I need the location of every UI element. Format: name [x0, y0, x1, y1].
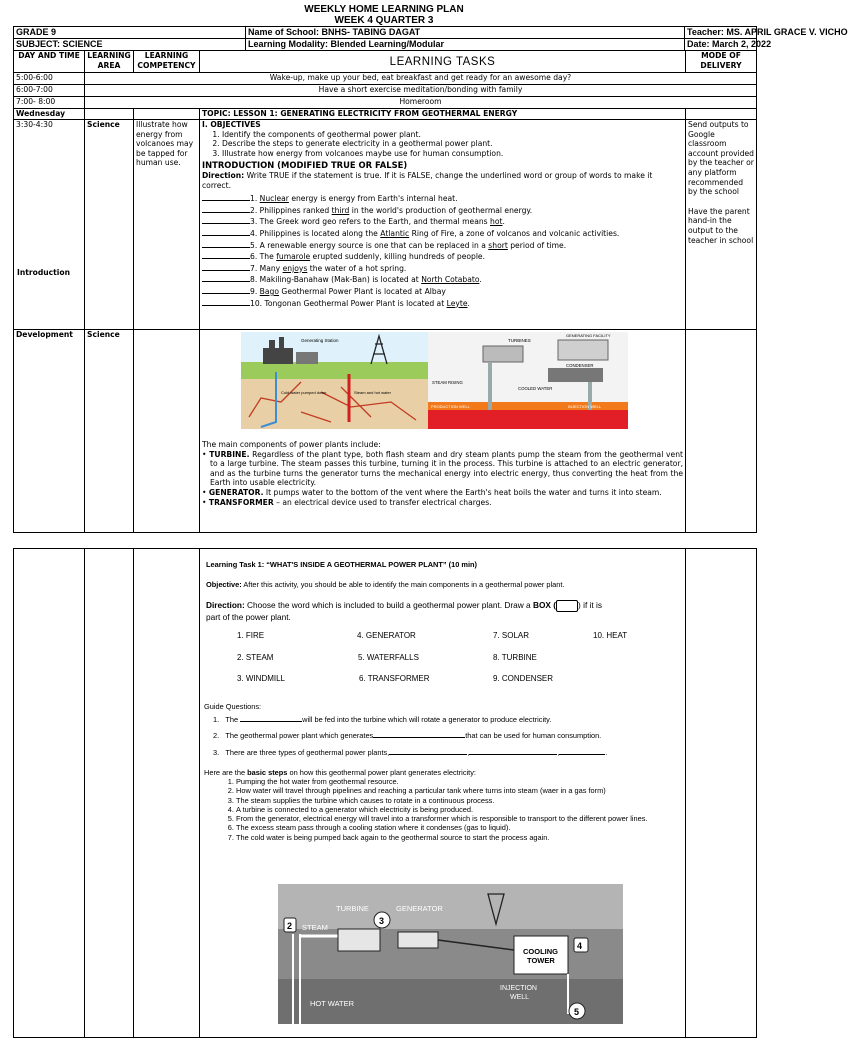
step-item: 6. The excess steam pass through a cooling station where it condenses (gas to liquid).: [236, 823, 698, 832]
diagram-generator-label: GENERATOR: [396, 904, 443, 913]
true-false-item: 6. The fumarole erupted suddenly, killing hundreds of people.: [202, 250, 683, 262]
modality-cell: Learning Modality: Blended Learning/Modular: [246, 39, 685, 51]
intro-time-cell: [14, 120, 85, 330]
item-number: 1.: [250, 194, 258, 204]
day-label: Wednesday: [14, 109, 85, 120]
answer-blank[interactable]: [202, 215, 250, 224]
diagram-steam-label: Steam and hot water: [354, 390, 391, 395]
answer-blank[interactable]: [202, 250, 250, 259]
diagram-condenser-label: CONDENSER: [566, 363, 594, 368]
learning-plan-table: [13, 26, 848, 51]
task-direction: [206, 600, 666, 623]
answer-blank[interactable]: [202, 192, 250, 201]
answer-blank[interactable]: [202, 227, 250, 236]
schedule-task: Homeroom: [85, 97, 757, 109]
item-number: 5.: [250, 240, 258, 250]
intro-mode: [686, 120, 757, 330]
geothermal-plant-diagram: [428, 332, 628, 429]
objectives-title: I. OBJECTIVES: [202, 120, 261, 129]
box-end: ) if it is: [578, 600, 603, 611]
step-item: 3. The steam supplies the turbine which causes to rotate in a continuous process.: [236, 796, 698, 805]
schedule-time: 6:00-7:00: [14, 85, 85, 97]
schedule-task: Have a short exercise meditation/bonding with family: [85, 85, 757, 97]
generator-label: GENERATOR.: [208, 487, 264, 497]
task-objective: [206, 580, 565, 589]
box-word: BOX (: [532, 600, 557, 611]
turbine-item: • TURBINE. Regardless of the plant type, both flash steam and dry steam plants pump the steam from the geothermal vent to a large turbine. The steam passes this turbine, turning it in the process. This turbine is attached to an electric generator, and as the turbine turns the generator turns the mechanical energy into electric energy, thus converting the heat from the Earth into usable electricity.: [202, 449, 683, 488]
step-item: 4. A turbine is connected to a generator which electricity is being produced.: [236, 805, 698, 814]
item-number: 4.: [250, 228, 258, 238]
guide-question-3: 3. There are three types of geothermal power plants, , , .: [213, 748, 608, 757]
item-number: 7.: [250, 263, 258, 273]
development-tasks: [200, 330, 686, 533]
diagram-injection-label: INJECTION WELL: [568, 404, 602, 409]
underlined-word: short: [488, 240, 508, 250]
diagram-tower-label: TOWER: [527, 956, 555, 965]
choice-item: 10. HEAT: [593, 631, 628, 640]
true-false-item: 7. Many enjoys the water of a hot spring.: [202, 262, 683, 274]
transformer-label: TRANSFORMER: [208, 497, 274, 507]
turbine-label: TURBINE.: [209, 449, 250, 459]
underlined-word: North Cotabato: [421, 275, 480, 285]
choice-item: 1. FIRE: [237, 631, 265, 640]
diagram-station-label: Generating Station: [301, 338, 339, 343]
objective-item: 1. Identify the components of geothermal power plant.: [222, 130, 683, 140]
item-number: 9.: [250, 286, 258, 296]
underlined-word: Nuclear: [259, 194, 289, 204]
main-plan-table: [13, 50, 757, 533]
item-number: 6.: [250, 252, 258, 262]
box-symbol: [556, 600, 578, 612]
choice-item: 3. WINDMILL: [237, 674, 286, 683]
intro-direction: [202, 171, 683, 190]
diagram-hot-water-label: HOT WATER: [310, 999, 355, 1008]
step-item: 7. The cold water is being pumped back again to the geothermal source to start the process again.: [236, 833, 698, 842]
schedule-task: Wake-up, make up your bed, eat breakfast and get ready for an awesome day?: [85, 73, 757, 85]
underlined-word: third: [331, 205, 350, 215]
teacher-cell: Teacher: MS. APRIL GRACE V. VICHO: [685, 27, 757, 39]
true-false-item: 5. A renewable energy source is one that can be replaced in a short period of time.: [202, 239, 683, 251]
geothermal-station-diagram: [241, 332, 428, 429]
subject-cell: SUBJECT: SCIENCE: [14, 39, 246, 51]
col-learning-tasks: LEARNING TASKS: [200, 51, 686, 73]
true-false-item: 9. Bago Geothermal Power Plant is located at Albay: [202, 285, 683, 297]
document-title: WEEKLY HOME LEARNING PLAN: [304, 4, 464, 15]
underlined-word: Bago: [259, 286, 280, 296]
school-cell: Name of School: BNHS- TABING DAGAT: [246, 27, 685, 39]
answer-blank[interactable]: [202, 204, 250, 213]
true-false-item: 3. The Greek word geo refers to the Earth, and thermal means hot.: [202, 215, 683, 227]
diagram-cold-label: Cold water pumped down: [281, 390, 327, 395]
guide-question-1: 1. The will be fed into the turbine which will rotate a generator to produce electricity.: [213, 715, 552, 724]
diagram-number-2: 2: [287, 921, 293, 931]
col-learning-area: LEARNING AREA: [85, 51, 134, 73]
date-cell: Date: March 2, 2022: [685, 39, 757, 51]
task-title: Learning Task 1: “WHAT'S INSIDE A GEOTHERMAL POWER PLANT” (10 min): [206, 560, 477, 569]
diagram-cooled-label: COOLED WATER: [518, 386, 553, 391]
diagram-well-label: WELL: [510, 994, 530, 1001]
col-learning-competency: LEARNING COMPETENCY: [134, 51, 200, 73]
underlined-word: Leyte: [446, 298, 468, 308]
answer-blank[interactable]: [202, 262, 250, 271]
direction-text: Write TRUE if the statement is true. If it is FALSE, change the underlined word or group of words to make it correct.: [202, 170, 653, 190]
answer-blank[interactable]: [202, 285, 250, 294]
answer-blank[interactable]: [202, 297, 250, 306]
grade-cell: GRADE 9: [14, 27, 246, 39]
components-intro: The main components of power plants include:: [202, 440, 381, 449]
answer-blank[interactable]: [202, 239, 250, 248]
direction-label: Direction:: [202, 170, 245, 180]
diagram-number-5: 5: [574, 1007, 580, 1017]
transformer-text: – an electrical device used to transfer electrical charges.: [273, 497, 492, 507]
choice-item: 2. STEAM: [237, 653, 274, 662]
choice-item: 8. TURBINE: [493, 653, 537, 662]
generator-text: It pumps water to the bottom of the vent where the Earth's heat boils the water and turns it into steam.: [263, 487, 662, 497]
item-number: 2.: [250, 205, 258, 215]
direction-text: Choose the word which is included to build a geothermal power plant. Draw a: [244, 600, 533, 611]
step-item: 2. How water will travel through pipelines and reaching a particular tank where turns into steam (waer in a gas form): [236, 786, 698, 795]
generator-item: • GENERATOR. It pumps water to the bottom of the vent where the Earth's heat boils the water and turns it into steam.: [202, 487, 662, 497]
true-false-list: [202, 192, 683, 308]
objective-item: 2. Describe the steps to generate electricity in a geothermal power plant.: [222, 139, 683, 149]
underlined-word: enjoys: [282, 263, 308, 273]
development-label: Development: [14, 330, 85, 533]
item-number: 3.: [250, 217, 258, 227]
underlined-word: hot: [490, 217, 503, 227]
objectives-list: [202, 130, 683, 159]
intro-tasks: [200, 120, 686, 330]
step-item: 5. From the generator, electrical energy will travel into a transformer which is responsible to transport to the different power lines.: [236, 814, 698, 823]
development-area: Science: [85, 330, 134, 533]
mode-text: Send outputs to Google classroom account provided by the teacher or any platform recommended by the school: [688, 120, 755, 197]
diagram-number-4: 4: [577, 941, 583, 951]
intro-time: 3:30-4:30: [16, 120, 53, 129]
choice-item: 4. GENERATOR: [357, 631, 416, 640]
diagram-turbine-label: TURBINE: [336, 904, 369, 913]
guide-title: Guide Questions:: [204, 702, 262, 711]
turbine-text: Regardless of the plant type, both flash steam and dry steam plants pump the steam from the geothermal vent to a large turbine. The steam passes this turbine, turning it in the process. This turbine is attached to an electric generator, and as the turbine turns the generator turns the mechanical energy into electric energy, thus converting the heat from the Earth into usable electricity.: [210, 449, 683, 488]
underlined-word: Atlantic: [380, 228, 410, 238]
item-number: 8.: [250, 275, 258, 285]
mode-text-2: Have the parent hand-in the output to the teacher in school: [688, 206, 754, 245]
item-number: 10.: [250, 298, 263, 308]
col-day-time: DAY AND TIME: [14, 51, 85, 73]
document-subtitle: WEEK 4 QUARTER 3: [334, 15, 434, 26]
diagram-steam-label: STEAM: [302, 923, 328, 932]
choice-item: 6. TRANSFORMER: [359, 674, 430, 683]
topic-heading: TOPIC: LESSON 1: GENERATING ELECTRICITY FROM GEOTHERMAL ENERGY: [200, 109, 686, 120]
diagram-number-3: 3: [379, 916, 385, 926]
components-section: [202, 440, 683, 507]
schedule-time: 5:00-6:00: [14, 73, 85, 85]
diagram-injection-label: INJECTION: [500, 985, 537, 992]
diagram-production-label: PRODUCTION WELL: [431, 404, 470, 409]
choice-item: 7. SOLAR: [493, 631, 530, 640]
steps-intro: Here are the basic steps on how this geothermal power plant generates electricity:: [204, 768, 476, 777]
intro-competency: Illustrate how energy from volcanoes may be tapped for human use.: [134, 120, 200, 330]
introduction-label: Introduction: [17, 268, 71, 277]
col-mode-delivery: MODE OF DELIVERY: [686, 51, 757, 73]
diagram-turbines-label: TURBINES: [508, 338, 531, 343]
underlined-word: fumarole: [276, 252, 311, 262]
schedule-time: 7:00- 8:00: [14, 97, 85, 109]
direction-label: Direction:: [206, 600, 245, 611]
answer-blank[interactable]: [202, 273, 250, 282]
steps-list: [204, 777, 698, 842]
true-false-item: 2. Philippines ranked third in the world's production of geothermal energy.: [202, 204, 683, 216]
objective-item: 3. Illustrate how energy from volcanoes maybe use for human consumption.: [222, 149, 683, 159]
objective-label: Objective:: [206, 580, 242, 589]
power-plant-diagram: [278, 884, 623, 1024]
intro-area: Science: [85, 120, 134, 330]
choice-item: 5. WATERFALLS: [358, 653, 419, 662]
diagram-steam-rising-label: STEAM RISING: [432, 380, 463, 385]
true-false-item: 4. Philippines is located along the Atlantic Ring of Fire, a zone of volcanos and volcanic activities.: [202, 227, 683, 239]
true-false-item: 1. Nuclear energy is energy from Earth's internal heat.: [202, 192, 683, 204]
choice-item: 9. CONDENSER: [493, 674, 554, 683]
intro-title: INTRODUCTION (MODIFIED TRUE OR FALSE): [202, 160, 408, 171]
true-false-item: 10. Tongonan Geothermal Power Plant is located at Leyte.: [202, 297, 683, 309]
objective-text: After this activity, you should be able to identify the main components in a geothermal power plant.: [241, 580, 565, 589]
step-item: 1. Pumping the hot water from geothermal resource.: [236, 777, 698, 786]
true-false-item: 8. Makiling-Banahaw (Mak-Ban) is located at North Cotabato.: [202, 273, 683, 285]
direction-text-2: part of the power plant.: [206, 612, 291, 622]
transformer-item: • TRANSFORMER – an electrical device used to transfer electrical charges.: [202, 497, 492, 507]
diagram-facility-label: GENERATING FACILITY: [566, 333, 611, 338]
diagram-cooling-label: COOLING: [523, 947, 558, 956]
guide-question-2: 2. The geothermal power plant which generates that can be used for human consumption.: [213, 731, 602, 740]
